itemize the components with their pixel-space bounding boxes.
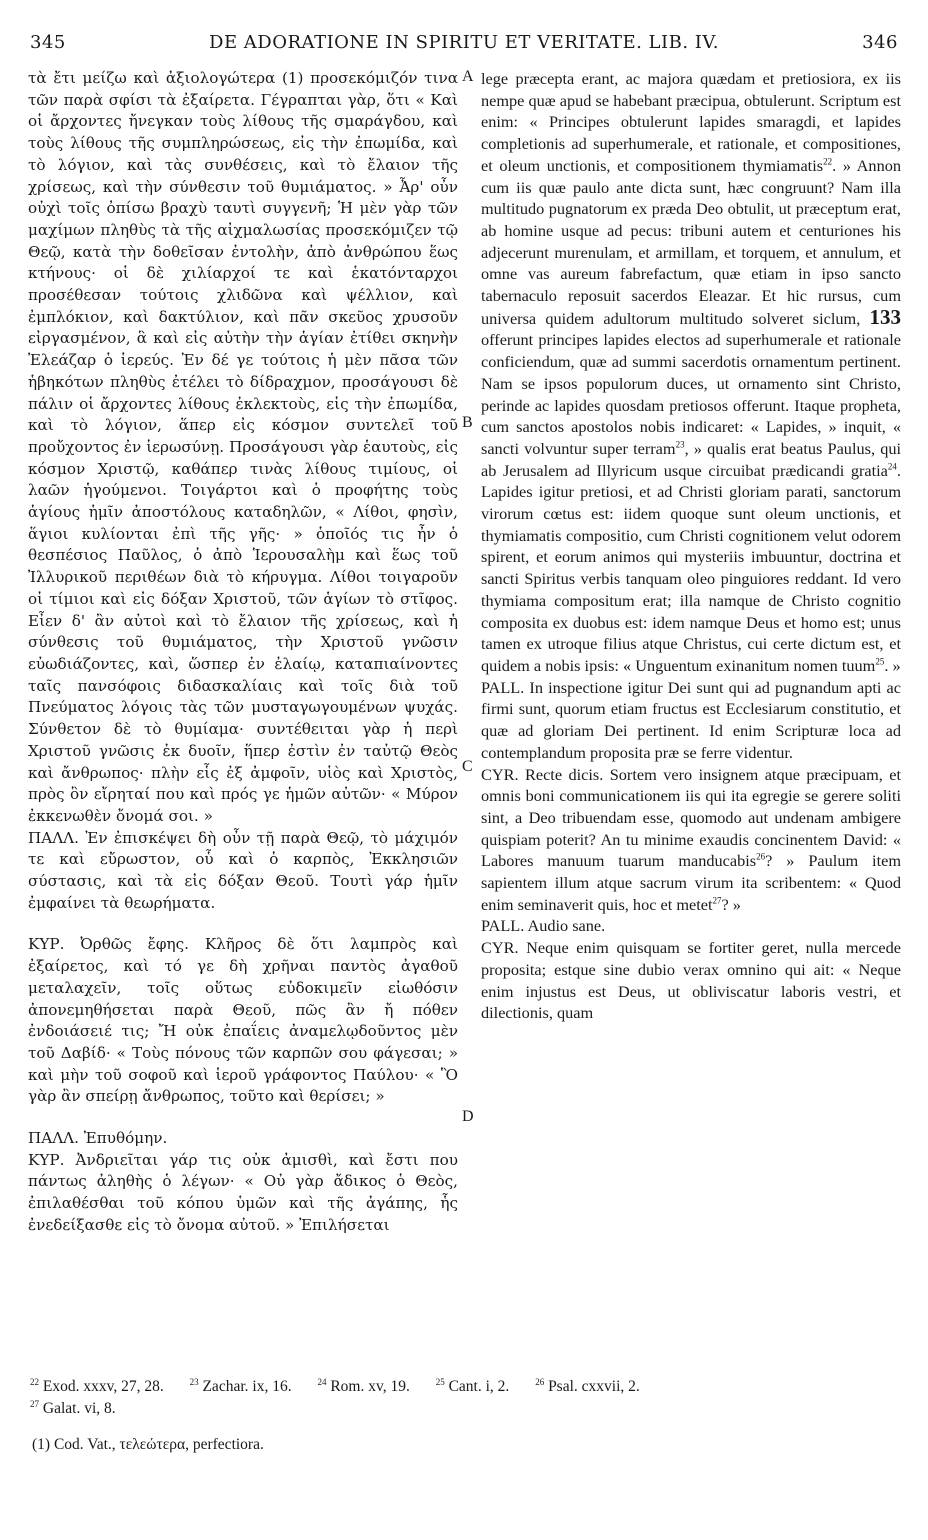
note-ref-22: 22 xyxy=(823,156,833,167)
margin-letter-a: A xyxy=(462,68,474,85)
margin-letter-b: B xyxy=(462,414,473,431)
greek-column xyxy=(28,68,458,1237)
latin-text-e: . Lapides igitur pretiosi, et ad Christi gloriam parati, sanctorum virorum cœtus est: iidem quoque sunt oleum unctionis, et thymiamatis compositio, cum Christi cognitionem velut odorem spirent, et eorum animos qui mysteriis imbuuntur, doctrina et sancti Spiritus verbis tanquam oleo pinguiores reddant. Id vero thymiama compositum erat; illa namque de Christo cognitio composita ex duobus est: idem namque Deus et homo est; unus tamen ex utroque filius atque Christus, cui certe dictum est, et quidem a nobis ipsis: « Unguentum exinanitum nomen tuum xyxy=(481,460,901,675)
footnote: $^{23}$ Zachar. ix, 16. xyxy=(189,1376,292,1395)
greek-paragraph-4: ΠΑΛΛ. Ἐπυθόμην. xyxy=(28,1129,168,1148)
latin-paragraph-cyr-2: CYR. Neque enim quisquam se fortiter geret, nulla mercede proposita; estque sine dubio verax omnino qui ait: « Neque enim injustus est Deus, ut obliviscatur laboris vestri, et dilectionis, quam xyxy=(481,938,901,1023)
latin-cyr-text-a: CYR. Recte dicis. Sortem vero insignem atque præcipuam, et omnis boni communicationem iis qui ita egregie se gerere soliti sint, a Deo tribuendam esse, quomodo aut undenam ambigere quispiam poterit? An tu minime exaudis concinentem David: « Labores manuum tuarum manducabis xyxy=(481,764,901,871)
margin-letter-d: D xyxy=(462,1108,474,1125)
note-ref-27: 27 xyxy=(712,895,722,906)
section-number: 133 xyxy=(869,304,902,329)
note-ref-23: 23 xyxy=(675,439,685,450)
note-ref-25: 25 xyxy=(875,656,885,667)
page-number-right: 346 xyxy=(862,32,898,53)
latin-cyr-text-b: ? » Paulum item sapientem illum atque sacrum virum ita scribentem: « Quod enim seminaverit quis, hoc et metet xyxy=(481,851,901,914)
footnote: $^{25}$ Cant. i, 2. xyxy=(435,1376,510,1395)
running-header xyxy=(30,32,898,62)
greek-paragraph-3: ΚΥΡ. Ὀρθῶς ἔφης. Κλῆρος δὲ ὅτι λαμπρὸς καὶ ἐξαίρετος, καὶ τό γε δὴ χρῆναι παντὸς ἀγαθοῦ μεταλαχεῖν, τοῖς οὕτως εὐδοκιμεῖν εἰωθόσιν ἀπονεμηθήσεται παρὰ Θεοῦ, πῶς ἂν ἤ πόθεν ἐνδοιάσειέ τις; Ἤ οὐκ ἐπαΐεις ἀναμελῳδοῦντος μὲν τοῦ Δαβίδ· « Τοὺς πόνους τῶν καρπῶν σου φάγεσαι; » καὶ μὴν τοῦ σοφοῦ καὶ ἱεροῦ γράφοντος Παύλου· « Ὃ γὰρ ἂν σπείρῃ ἄνθρωπος, τοῦτο καὶ θερίσει; » xyxy=(28,935,458,1106)
footnote: $^{24}$ Rom. xv, 19. xyxy=(317,1376,410,1395)
margin-letter-c: C xyxy=(462,758,473,775)
latin-text-c: offerunt principes lapides electos ad superhumerale et rationale conficiendum, quæ ad summi sacerdotis ornamentum pertinent. Nam se ipsos populorum duces, ut ornamento sint Christo, perinde ac lapides quosdam pretiosos offerunt. Itaque propheta, cum sanctos apostolos nobis indicaret: « Lapides, » inquit, « sancti volvuntur super terram xyxy=(481,330,901,458)
note-ref-26: 26 xyxy=(756,851,766,862)
greek-paragraph-1: τὰ ἔτι μείζω καὶ ἀξιολογώτερα (1) προσεκόμιζόν τινα τῶν παρὰ σφίσι τὰ ἐξαίρετα. Γέγραπται γὰρ, ὅτι « Καὶ οἱ ἄρχοντες ἤνεγκαν τοὺς λίθους τῆς σμαράγδου, καὶ τοὺς λίθους τῆς συμπληρώσεως, εἰς τὴν ἐπωμίδα, καὶ τὸ λόγιον, καὶ τὰς συνθέσεις, καὶ τὸ ἔλαιον τῆς χρίσεως, καὶ τὴν σύνθεσιν τοῦ θυμιάματος. » Ἆρ' οὖν οὐχὶ τοῖς ὀπίσω βραχὺ ταυτὶ συγγενῆ; Ἡ μὲν γὰρ τῶν μαχίμων πληθὺς τὰ τῆς αἰχμαλωσίας προσεκόμιζεν τῷ Θεῷ, κατὰ τὴν δοθεῖσαν ἐντολὴν, ἀπὸ ἀνθρώπου ἕως κτήνους· οἱ δὲ χιλίαρχοί τε καὶ ἑκατόνταρχοι προσέθεσαν τούτοις χλιδῶνα καὶ ψέλλιον, καὶ ἐμπλόκιον, καὶ δακτύλιον, καὶ πᾶν σκεῦος χρυσοῦν εἰργασμένον, ἃ καὶ εἰς αὐτὴν τὴν ἁγίαν ἐτίθει σκηνὴν Ἐλεάζαρ ὁ ἱερεύς. Ἐν δέ γε τούτοις ἡ μὲν πᾶσα τῶν ἡβηκότων πληθὺς ἐτέλει τὸ δίδραχμον, προσάγουσι δὲ πάλιν οἱ ἄρχοντες λίθους ἐκλεκτοὺς, εἰς τὴν ἐπωμίδα, καὶ τὸ λόγιον, ἅπερ εἰς κόσμον συντελεῖ τοῦ προὔχοντος ἐν ἱερωσύνῃ. Προσάγουσι γὰρ ἑαυτοὺς, εἰς κόσμον Χριστῷ, καθάπερ τινὰς λίθους τιμίους, οἱ λαῶν ἡγούμενοι. Τοιγάρτοι καὶ ὁ προφήτης τοὺς ἁγίους ἡμῖν ἀποστόλους καταδηλῶν, « Λίθοι, φησὶν, ἅγιοι κυλίονται ἐπὶ τῆς γῆς· » ὁποῖός τις ἦν ὁ θεσπέσιος Παῦλος, ὁ ἀπὸ Ἱερουσαλὴμ καὶ ἕως τοῦ Ἰλλυρικοῦ περιθέων διὰ τὸ κήρυγμα. Λίθοι τοιγαροῦν οἱ τίμιοι καὶ εἰς δόξαν Χριστοῦ, τῶν ἁγίων τὸ στῖφος. Εἶεν δ' ἂν αὐτοὶ καὶ τὸ ἔλαιον τῆς χρίσεως, καὶ ἡ σύνθεσις τοῦ θυμιάματος, τὴν Χριστοῦ γνῶσιν εὐωδιάζοντες, καὶ, ὥσπερ ἐν ἐλαίῳ, καταπιαίνοντες ταῖς πανσόφοις διδασκαλίαις καὶ τοῖς διὰ τοῦ Πνεύματος λόγοις τὰς τῶν μυσταγωγουμένων ψυχάς. Σύνθετον δὲ τὸ θυμίαμα· συντέθειται γὰρ ἡ περὶ Χριστοῦ γνῶσις ἐκ δυοῖν, ἥπερ ἐστὶν ἐν ταὐτῷ Θεὸς καὶ ἄνθρωπος· πλὴν εἷς ἐξ ἀμφοῖν, υἱὸς καὶ Χριστὸς, πρὸς ὃν εἴρηταί που καὶ πρός γε ἡμῶν αὐτῶν· « Μύρον ἐκκενωθὲν ὄνομά σοι. » xyxy=(28,69,458,825)
latin-paragraph-1 xyxy=(481,68,901,677)
greek-paragraph-5: ΚΥΡ. Ἀνδριεῖται γάρ τις οὐκ ἀμισθὶ, καὶ ἔστι που πάντως ἀληθὴς ὁ λέγων· « Οὐ γὰρ ἄδικος ὁ Θεὸς, ἐπιλαθέσθαι τοῦ κόπου ὑμῶν καὶ τῆς ἀγάπης, ἧς ἐνεδείξασθε εἰς τὸ ὄνομα αὐτοῦ. » Ἐπιλήσεται xyxy=(28,1150,458,1234)
note-ref-24: 24 xyxy=(887,461,897,472)
footnote: $^{27}$ Galat. vi, 8. xyxy=(30,1398,116,1417)
footnote: $^{26}$ Psal. cxxvii, 2. xyxy=(535,1376,640,1395)
latin-cyr-text-c: ? » xyxy=(721,894,741,914)
latin-paragraph-pall-2: PALL. Audio sane. xyxy=(481,916,606,936)
running-title: DE ADORATIONE IN SPIRITU ET VERITATE. LIB. IV. xyxy=(209,32,719,53)
greek-paragraph-2: ΠΑΛΛ. Ἐν ἐπισκέψει δὴ οὖν τῇ παρὰ Θεῷ, τὸ μάχιμόν τε καὶ εὔρωστον, οὗ καὶ ὁ καρπὸς, Ἐκκλησιῶν σύστασις, καὶ τὰ εἰς δόξαν Θεοῦ. Τουτὶ γάρ ἡμῖν ἐμφαίνει τὰ θεωρήματα. xyxy=(28,828,458,912)
latin-paragraph-cyr-1 xyxy=(481,764,901,916)
footnotes-line-2 xyxy=(30,1400,138,1418)
page-number-left: 345 xyxy=(30,32,66,53)
latin-column xyxy=(481,68,901,1024)
latin-paragraph-pall-1: PALL. In inspectione igitur Dei sunt qui ad pugnandum apti ac firmi sunt, quorum etiam fructus est Ecclesiarum constitutio, et quæ ad gloriam Dei pertinent. Id enim Scripturæ loca ad contemplandum proposita præ se ferre videntur. xyxy=(481,677,901,762)
latin-text-f: . » xyxy=(884,655,901,675)
footnote: $^{22}$ Exod. xxxv, 27, 28. xyxy=(30,1376,164,1395)
latin-text-a: lege præcepta erant, ac majora quædam et pretiosiora, ex iis nempe quæ apud se habebant præcipua, obtulerunt. Scriptum est enim: « Principes obtulerunt lapides smaragdi, et lapides completionis ad superhumerale, et rationale, et compositiones, et oleum unctionis, et compositionem thymiamatis xyxy=(481,69,901,175)
latin-text-d: , » qualis erat beatus Paulus, qui ab Jerusalem ad Illyricum usque circuibat prædicandi gratia xyxy=(481,438,901,480)
latin-text-b: . » Annon cum iis quæ paulo ante dicta sunt, hæc congruunt? Nam illa multitudo pugnatorum ex præda Deo obtulit, ut præceptum erat, ab homine usque ad pecus: tribuni autem et centuriones his adjecerunt murenulam, et armillam, et torquem, et annulum, et omne vas aureum fabrefactum, quæ etiam in ipso sancto tabernaculo reposuit sacerdos Eleazar. Et hic rursus, cum universa quidem adultorum multitudo solveret siclum, xyxy=(481,155,901,328)
variant-note: (1) Cod. Vat., τελεώτερα, perfectiora. xyxy=(32,1436,264,1453)
footnotes-line-1 xyxy=(30,1378,662,1396)
